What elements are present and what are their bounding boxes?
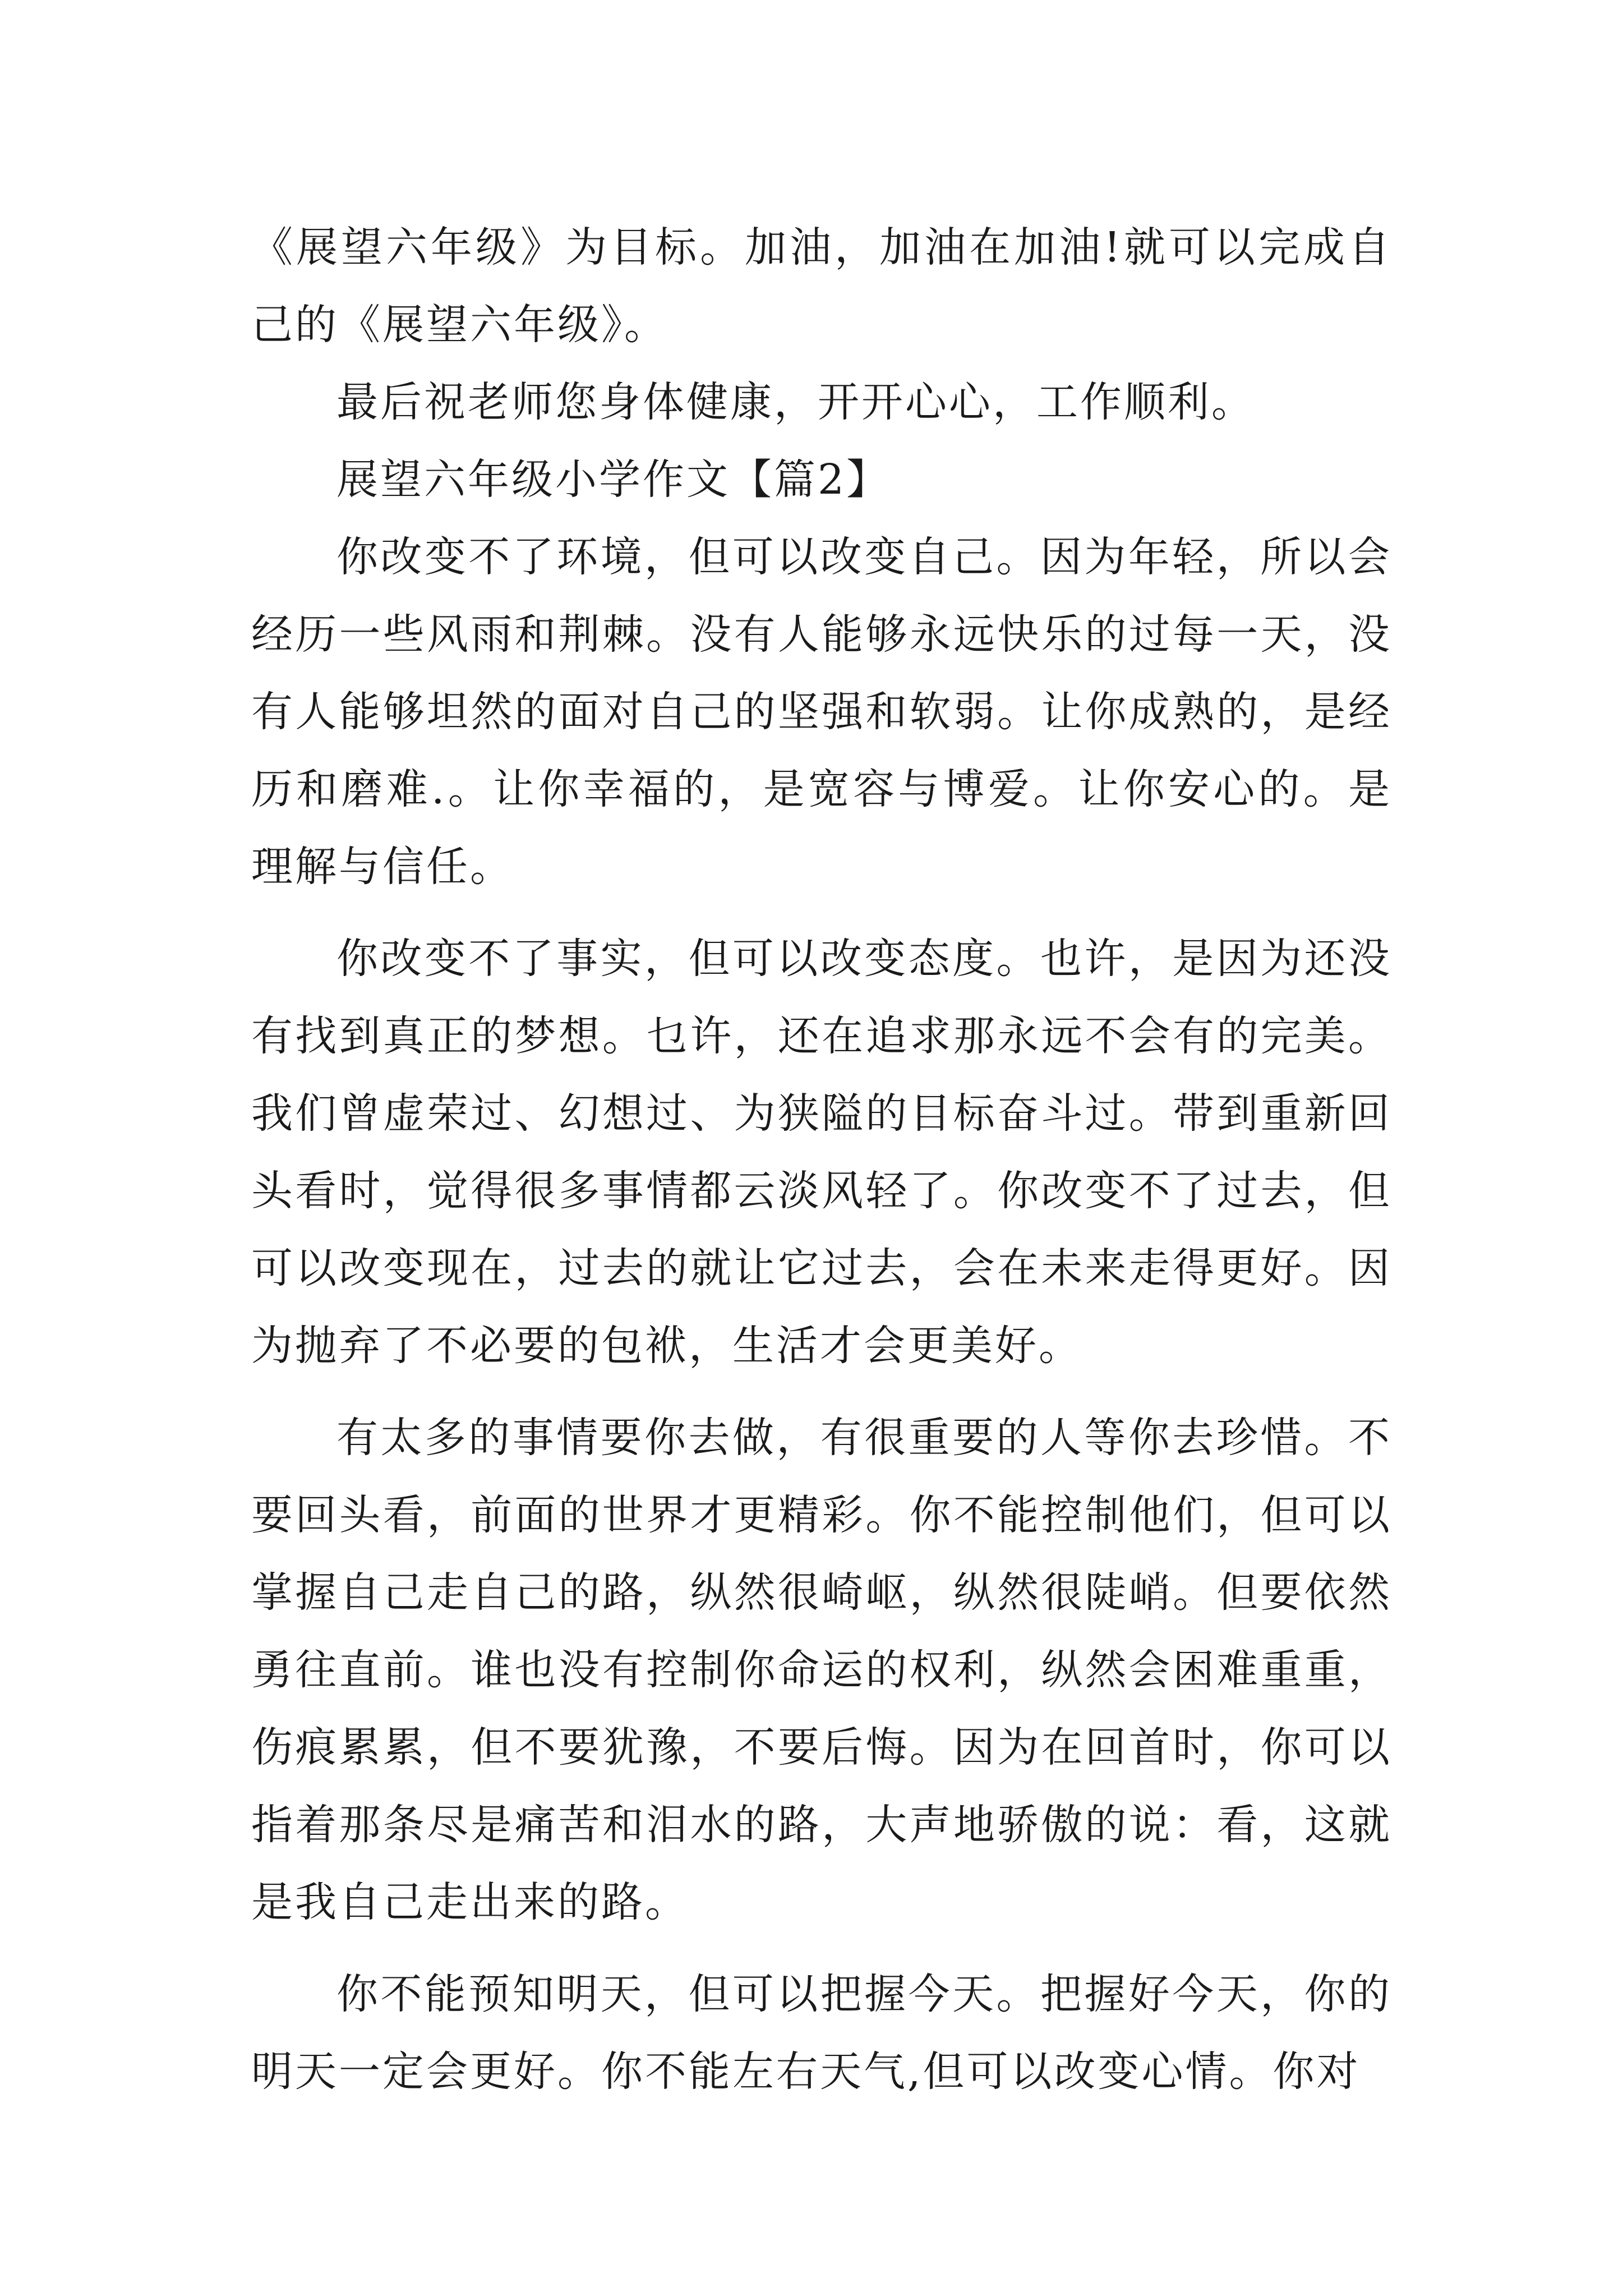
document-body <box>251 209 1392 2110</box>
paragraph: 你改变不了环境，但可以改变自己。因为年轻，所以会经历一些风雨和荆棘。没有人能够永远快乐的过每一天，没有人能够坦然的面对自己的坚强和软弱。让你成熟的，是经历和磨难.。让你幸福的，是宽容与博爱。让你安心的。是理解与信任。 <box>251 533 1392 891</box>
paragraph: 有太多的事情要你去做，有很重要的人等你去珍惜。不要回头看，前面的世界才更精彩。你不能控制他们，但可以掌握自己走自己的路，纵然很崎岖，纵然很陡峭。但要依然勇往直前。谁也没有控制你命运的权利，纵然会困难重重，伤痕累累，但不要犹豫，不要后悔。因为在回首时，你可以指着那条尽是痛苦和泪水的路，大声地骄傲的说：看，这就是我自己走出来的路。 <box>251 1414 1392 1926</box>
section-heading: 展望六年级小学作文【篇2】 <box>336 455 891 504</box>
paragraph: 你改变不了事实，但可以改变态度。也许，是因为还没有找到真正的梦想。乜许，还在追求那永远不会有的完美。我们曾虚荣过、幻想过、为狭隘的目标奋斗过。带到重新回头看时，觉得很多事情都云淡风轻了。你改变不了过去，但可以改变现在，过去的就让它过去，会在未来走得更好。因为抛弃了不必要的包袱，生活才会更美好。 <box>251 935 1392 1370</box>
paragraph-continuation: 《展望六年级》为目标。加油，加油在加油!就可以完成自己的《展望六年级》。 <box>251 223 1392 349</box>
paragraph-closing-wish: 最后祝老师您身体健康，开开心心，工作顺利。 <box>336 378 1255 426</box>
paragraph: 你不能预知明天，但可以把握今天。把握好今天，你的明天一定会更好。你不能左右天气,但可以改变心情。你对 <box>251 1970 1392 2096</box>
